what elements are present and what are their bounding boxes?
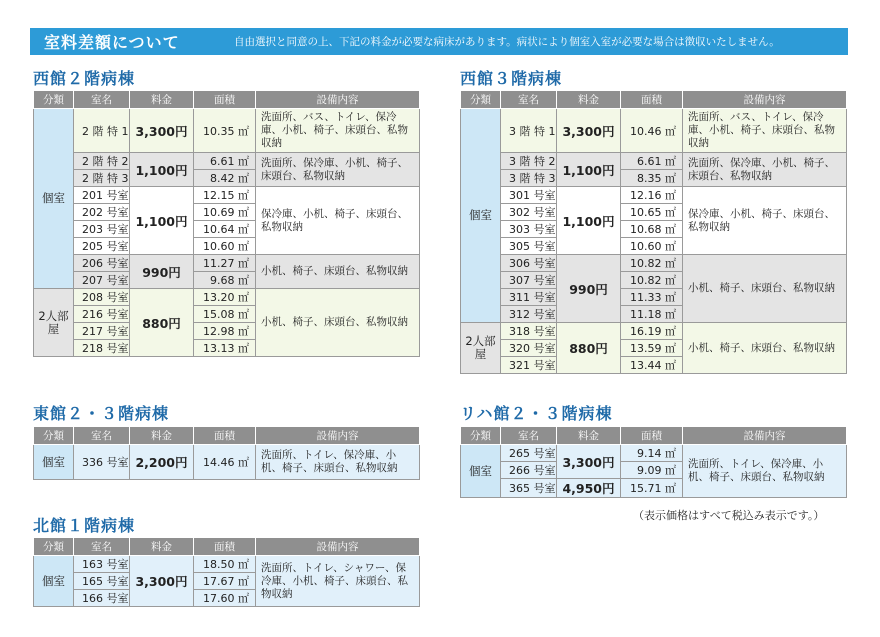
room-name: 3 階 特 2 (501, 153, 557, 170)
room-price: 880円 (130, 289, 194, 357)
table-header-row (34, 91, 420, 109)
room-name: 206 号室 (74, 255, 130, 272)
room-equipment: 洗面所、保冷庫、小机、椅子、床頭台、私物収納 (683, 153, 847, 187)
room-equipment: 洗面所、トイレ、保冷庫、小机、椅子、床頭台、私物収納 (256, 445, 420, 480)
west3-table (460, 90, 847, 374)
room-area: 9.09 ㎡ (621, 462, 683, 479)
room-area: 13.20 ㎡ (194, 289, 256, 306)
room-area: 15.71 ㎡ (621, 479, 683, 498)
header-area: 面積 (194, 538, 256, 556)
room-area: 10.65 ㎡ (621, 204, 683, 221)
table-header-row (34, 427, 420, 445)
room-area: 15.08 ㎡ (194, 306, 256, 323)
room-area: 12.15 ㎡ (194, 187, 256, 204)
room-area: 10.35 ㎡ (194, 109, 256, 153)
room-price: 3,300円 (557, 109, 621, 153)
room-name: 2 階 特 3 (74, 170, 130, 187)
room-name: 163 号室 (74, 556, 130, 573)
table-row (34, 187, 420, 204)
banner-title: 室料差額について (44, 33, 180, 52)
header-room: 室名 (501, 91, 557, 109)
category-private: 個室 (34, 556, 74, 607)
header-price: 料金 (130, 91, 194, 109)
header-price: 料金 (130, 427, 194, 445)
header-price: 料金 (557, 427, 621, 445)
north-table (33, 537, 420, 607)
east-title: 東館２・３階病棟 (33, 404, 170, 423)
room-area: 10.69 ㎡ (194, 204, 256, 221)
table-row (461, 109, 847, 153)
header-price: 料金 (557, 91, 621, 109)
room-area: 12.16 ㎡ (621, 187, 683, 204)
header-category: 分類 (461, 91, 501, 109)
room-area: 10.46 ㎡ (621, 109, 683, 153)
west2-title: 西館２階病棟 (33, 69, 136, 88)
header-equipment: 設備内容 (256, 427, 420, 445)
room-price: 990円 (557, 255, 621, 323)
room-area: 13.13 ㎡ (194, 340, 256, 357)
room-area: 11.18 ㎡ (621, 306, 683, 323)
table-row (461, 187, 847, 204)
category-private: 個室 (461, 109, 501, 323)
room-area: 9.68 ㎡ (194, 272, 256, 289)
room-name: 311 号室 (501, 289, 557, 306)
room-name: 218 号室 (74, 340, 130, 357)
room-price: 3,300円 (130, 109, 194, 153)
room-price: 3,300円 (130, 556, 194, 607)
room-name: 321 号室 (501, 357, 557, 374)
table-row (34, 445, 420, 480)
room-equipment: 洗面所、トイレ、シャワー、保冷庫、小机、椅子、床頭台、私物収納 (256, 556, 420, 607)
header-area: 面積 (194, 427, 256, 445)
room-name: 306 号室 (501, 255, 557, 272)
room-price: 1,100円 (557, 187, 621, 255)
room-area: 11.33 ㎡ (621, 289, 683, 306)
room-price: 4,950円 (557, 479, 621, 498)
room-area: 12.98 ㎡ (194, 323, 256, 340)
header-room: 室名 (74, 91, 130, 109)
rehab-table (460, 426, 847, 498)
room-area: 10.82 ㎡ (621, 255, 683, 272)
tax-note: （表示価格はすべて税込み表示です。） (633, 509, 825, 522)
room-area: 9.14 ㎡ (621, 445, 683, 462)
room-equipment: 洗面所、トイレ、保冷庫、小机、椅子、床頭台、私物収納 (683, 445, 847, 498)
west3-title: 西館３階病棟 (460, 69, 563, 88)
room-name: 320 号室 (501, 340, 557, 357)
room-area: 10.82 ㎡ (621, 272, 683, 289)
room-name: 302 号室 (501, 204, 557, 221)
banner-description: 自由選択と同意の上、下記の料金が必要な病床があります。病状により個室入室が必要な場合は徴収いたしません。 (234, 36, 780, 48)
room-name: 166 号室 (74, 590, 130, 607)
header-equipment: 設備内容 (683, 91, 847, 109)
header-room: 室名 (74, 538, 130, 556)
header-area: 面積 (621, 427, 683, 445)
room-equipment: 小机、椅子、床頭台、私物収納 (683, 255, 847, 323)
room-price: 990円 (130, 255, 194, 289)
west2-table (33, 90, 420, 357)
room-name: 207 号室 (74, 272, 130, 289)
table-row (34, 289, 420, 306)
category-shared: 2人部屋 (34, 289, 74, 357)
room-area: 10.64 ㎡ (194, 221, 256, 238)
room-name: 208 号室 (74, 289, 130, 306)
header-category: 分類 (461, 427, 501, 445)
header-category: 分類 (34, 427, 74, 445)
room-area: 8.42 ㎡ (194, 170, 256, 187)
east-table (33, 426, 420, 480)
room-name: 3 階 特 1 (501, 109, 557, 153)
table-row (461, 445, 847, 462)
room-name: 307 号室 (501, 272, 557, 289)
room-price: 880円 (557, 323, 621, 374)
room-area: 10.60 ㎡ (621, 238, 683, 255)
room-name: 365 号室 (501, 479, 557, 498)
header-category: 分類 (34, 91, 74, 109)
room-area: 11.27 ㎡ (194, 255, 256, 272)
room-area: 13.44 ㎡ (621, 357, 683, 374)
table-row (34, 255, 420, 272)
category-shared: 2人部屋 (461, 323, 501, 374)
room-area: 13.59 ㎡ (621, 340, 683, 357)
category-private: 個室 (34, 109, 74, 289)
table-row (34, 109, 420, 153)
header-price: 料金 (130, 538, 194, 556)
room-equipment: 保冷庫、小机、椅子、床頭台、私物収納 (683, 187, 847, 255)
header-equipment: 設備内容 (256, 538, 420, 556)
room-price: 1,100円 (557, 153, 621, 187)
table-row (34, 556, 420, 573)
room-name: 266 号室 (501, 462, 557, 479)
room-area: 8.35 ㎡ (621, 170, 683, 187)
room-equipment: 洗面所、バス、トイレ、保冷庫、小机、椅子、床頭台、私物収納 (256, 109, 420, 153)
header-banner (30, 28, 848, 55)
room-name: 202 号室 (74, 204, 130, 221)
room-equipment: 小机、椅子、床頭台、私物収納 (256, 289, 420, 357)
room-price: 2,200円 (130, 445, 194, 480)
table-row (461, 255, 847, 272)
room-equipment: 洗面所、保冷庫、小机、椅子、床頭台、私物収納 (256, 153, 420, 187)
header-equipment: 設備内容 (683, 427, 847, 445)
north-title: 北館１階病棟 (33, 516, 136, 535)
room-name: 336 号室 (74, 445, 130, 480)
table-header-row (34, 538, 420, 556)
room-name: 217 号室 (74, 323, 130, 340)
room-name: 3 階 特 3 (501, 170, 557, 187)
room-price: 1,100円 (130, 187, 194, 255)
category-private: 個室 (461, 445, 501, 498)
room-name: 265 号室 (501, 445, 557, 462)
room-name: 301 号室 (501, 187, 557, 204)
header-room: 室名 (74, 427, 130, 445)
table-row (34, 153, 420, 170)
room-area: 17.67 ㎡ (194, 573, 256, 590)
room-area: 14.46 ㎡ (194, 445, 256, 480)
room-area: 6.61 ㎡ (621, 153, 683, 170)
room-area: 10.68 ㎡ (621, 221, 683, 238)
room-name: 201 号室 (74, 187, 130, 204)
header-category: 分類 (34, 538, 74, 556)
header-area: 面積 (194, 91, 256, 109)
room-equipment: 保冷庫、小机、椅子、床頭台、私物収納 (256, 187, 420, 255)
rehab-title: リハ館２・３階病棟 (460, 404, 613, 423)
room-name: 303 号室 (501, 221, 557, 238)
category-private: 個室 (34, 445, 74, 480)
room-name: 305 号室 (501, 238, 557, 255)
room-name: 216 号室 (74, 306, 130, 323)
room-area: 17.60 ㎡ (194, 590, 256, 607)
room-name: 205 号室 (74, 238, 130, 255)
table-header-row (461, 427, 847, 445)
room-area: 16.19 ㎡ (621, 323, 683, 340)
header-room: 室名 (501, 427, 557, 445)
room-name: 165 号室 (74, 573, 130, 590)
room-area: 6.61 ㎡ (194, 153, 256, 170)
table-row (461, 323, 847, 340)
room-name: 2 階 特 1 (74, 109, 130, 153)
room-name: 318 号室 (501, 323, 557, 340)
header-equipment: 設備内容 (256, 91, 420, 109)
room-price: 1,100円 (130, 153, 194, 187)
room-name: 2 階 特 2 (74, 153, 130, 170)
room-equipment: 小机、椅子、床頭台、私物収納 (683, 323, 847, 374)
room-equipment: 洗面所、バス、トイレ、保冷庫、小机、椅子、床頭台、私物収納 (683, 109, 847, 153)
header-area: 面積 (621, 91, 683, 109)
room-area: 10.60 ㎡ (194, 238, 256, 255)
table-header-row (461, 91, 847, 109)
room-area: 18.50 ㎡ (194, 556, 256, 573)
room-price: 3,300円 (557, 445, 621, 479)
room-name: 312 号室 (501, 306, 557, 323)
room-equipment: 小机、椅子、床頭台、私物収納 (256, 255, 420, 289)
room-name: 203 号室 (74, 221, 130, 238)
table-row (461, 153, 847, 170)
